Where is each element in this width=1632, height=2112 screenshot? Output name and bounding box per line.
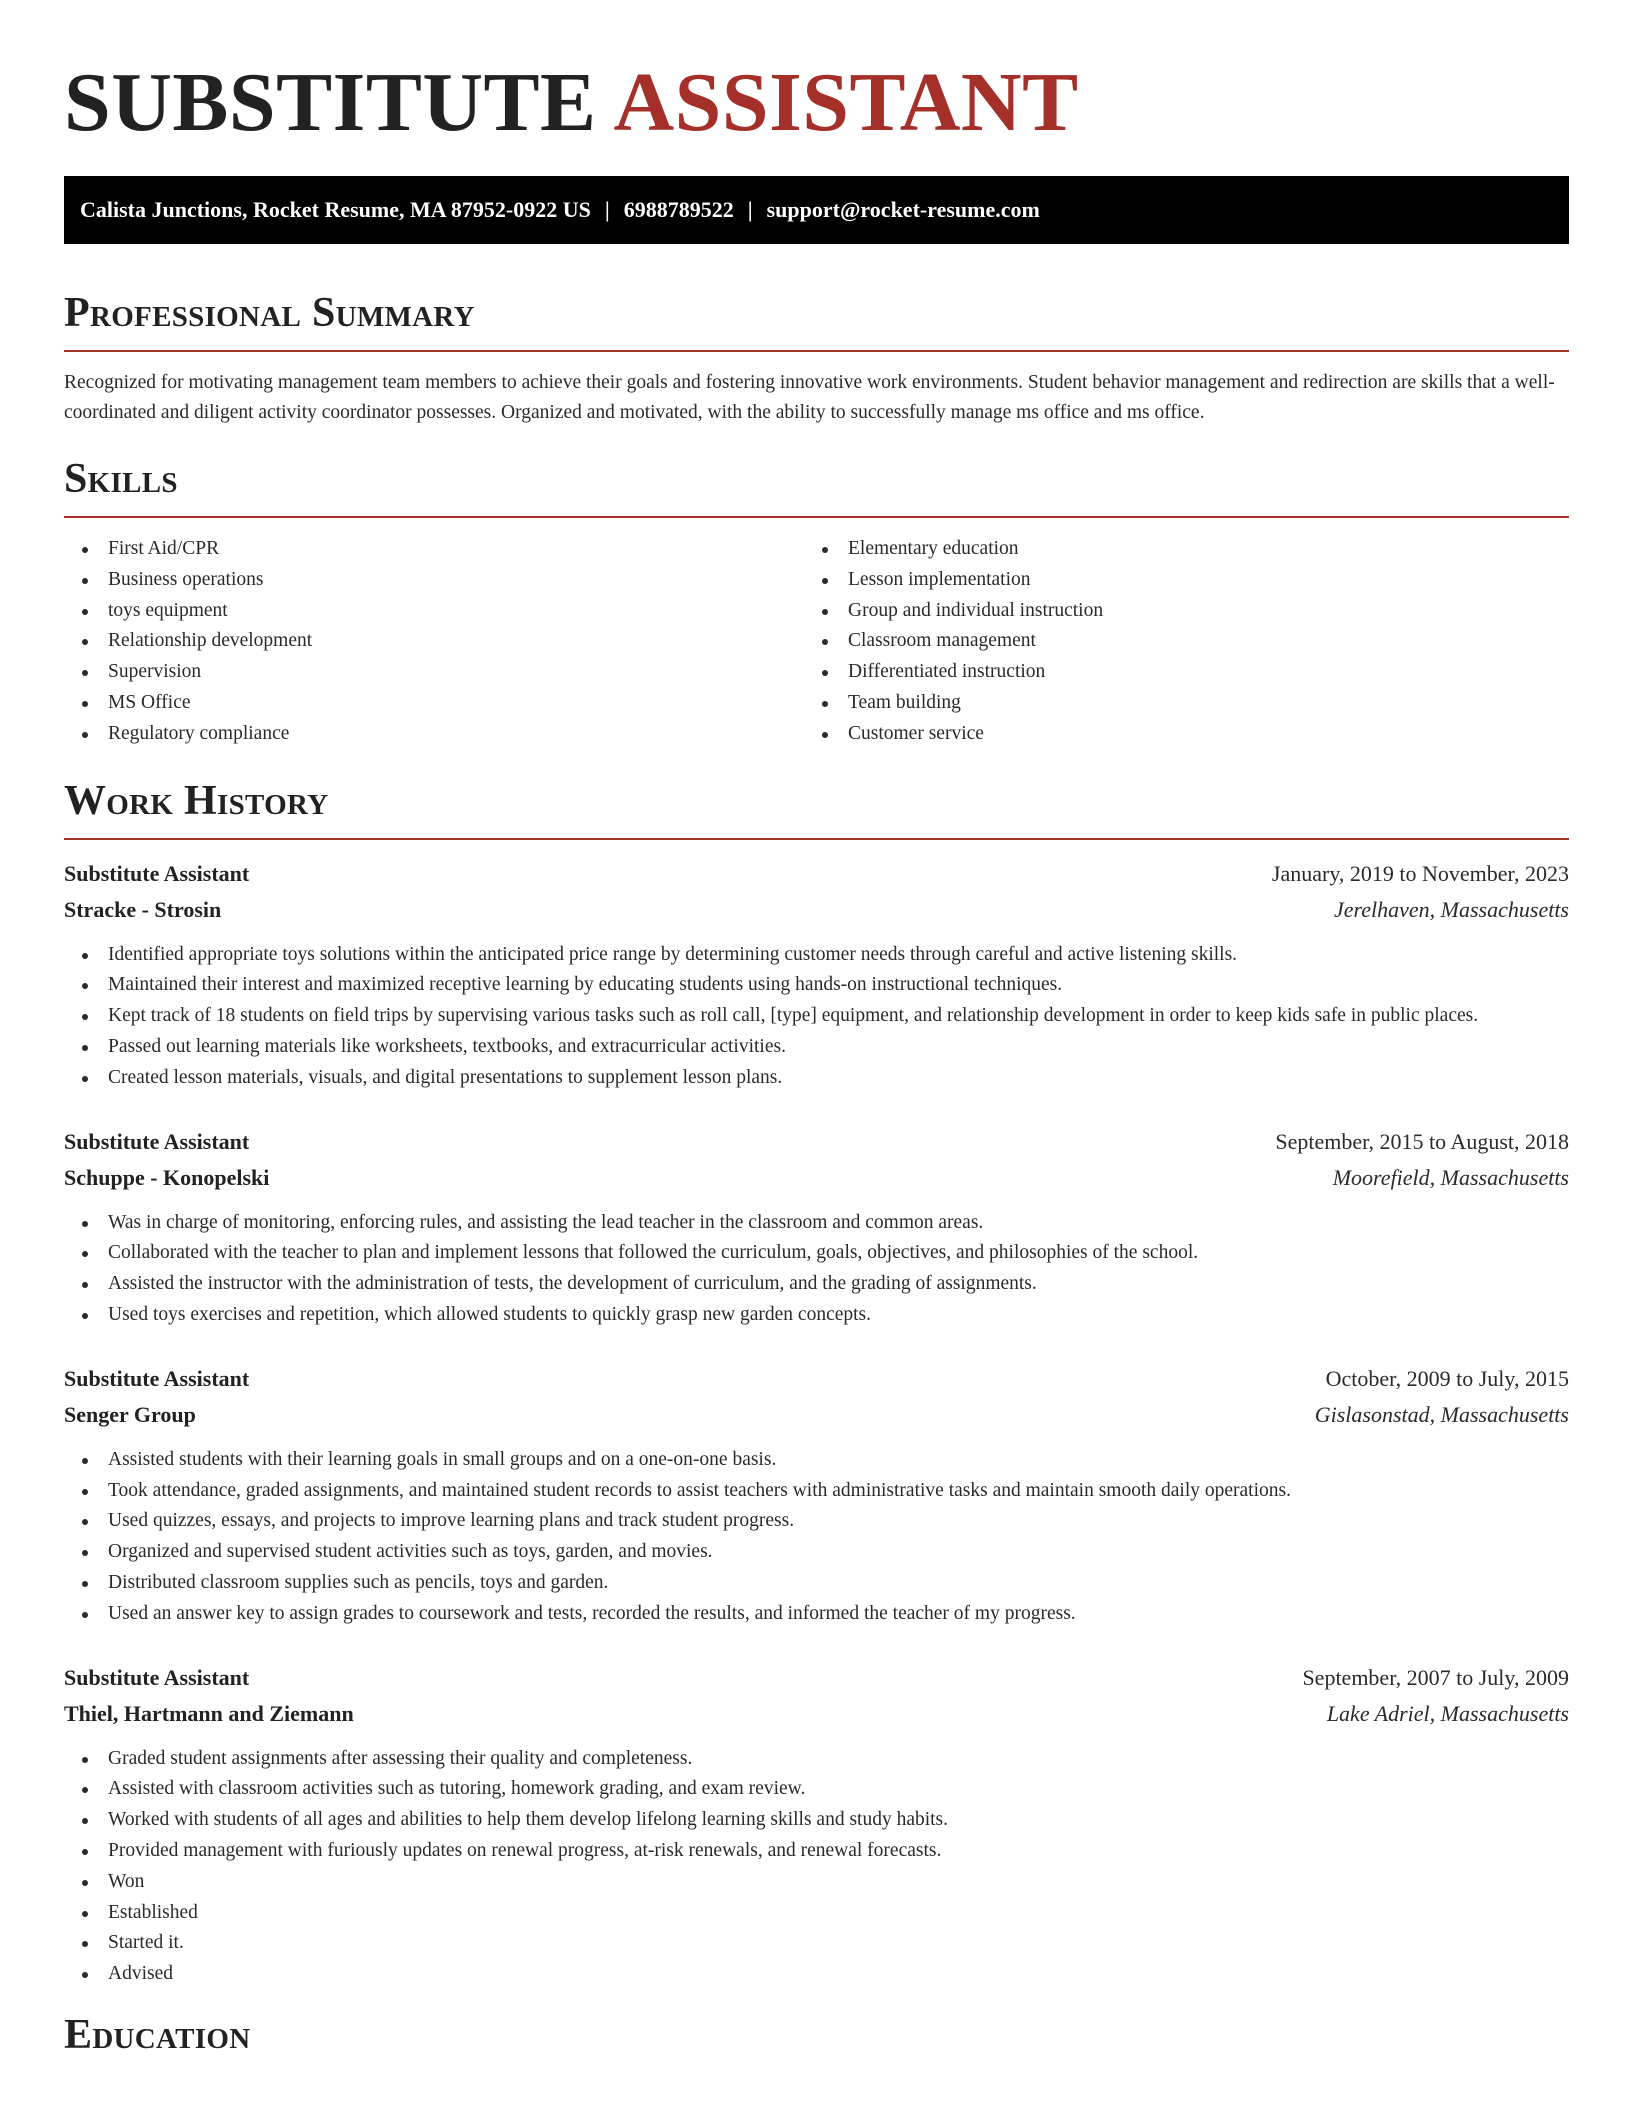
job-bullets xyxy=(64,1208,1569,1331)
job-dates: October, 2009 to July, 2015 xyxy=(1325,1365,1569,1391)
title-part-2: ASSISTANT xyxy=(613,56,1079,149)
job-title: Substitute Assistant xyxy=(64,860,250,886)
job-bullet: Assisted students with their learning goals in small groups and on a one-on-one basis. xyxy=(64,1445,1569,1476)
job-employer: Schuppe - Konopelski xyxy=(64,1164,270,1190)
skill-item: toys equipment xyxy=(64,596,804,627)
skill-item: MS Office xyxy=(64,688,804,719)
skill-item: First Aid/CPR xyxy=(64,534,804,565)
job-employer: Stracke - Strosin xyxy=(64,896,222,922)
skill-item: Elementary education xyxy=(804,534,1544,565)
section-title-work-history: Work History xyxy=(64,777,329,824)
job-bullet: Used quizzes, essays, and projects to improve learning plans and track student progress. xyxy=(64,1506,1569,1537)
section-title-skills: Skills xyxy=(64,456,178,502)
job-bullet: Was in charge of monitoring, enforcing rules, and assisting the lead teacher in the classroom and common areas. xyxy=(64,1208,1569,1239)
job-header-row xyxy=(64,1361,1569,1397)
job-dates: September, 2015 to August, 2018 xyxy=(1275,1128,1569,1154)
job-employer-row xyxy=(64,1696,1569,1732)
job-entry xyxy=(64,856,1569,1094)
job-bullet: Won xyxy=(64,1867,1569,1898)
skills-column-right xyxy=(804,534,1544,750)
job-header-row xyxy=(64,856,1569,892)
job-entry xyxy=(64,1660,1569,1990)
job-bullet: Assisted with classroom activities such as tutoring, homework grading, and exam review. xyxy=(64,1774,1569,1805)
job-location: Jerelhaven, Massachusetts xyxy=(1333,896,1569,922)
skill-item: Lesson implementation xyxy=(804,565,1544,596)
resume-page xyxy=(64,0,1569,2060)
job-title: Substitute Assistant xyxy=(64,1365,250,1391)
job-bullets xyxy=(64,1445,1569,1630)
job-location: Moorefield, Massachusetts xyxy=(1332,1164,1569,1190)
job-dates: January, 2019 to November, 2023 xyxy=(1271,860,1569,886)
contact-email: support@rocket-resume.com xyxy=(766,197,1040,222)
job-bullet: Passed out learning materials like worksheets, textbooks, and extracurricular activities. xyxy=(64,1032,1569,1063)
job-header-row xyxy=(64,1660,1569,1696)
title-part-1: SUBSTITUTE xyxy=(64,56,597,149)
section-title-summary: Professional Summary xyxy=(64,290,475,336)
skill-item: Supervision xyxy=(64,657,804,688)
section-divider xyxy=(64,350,1569,352)
resume-title xyxy=(64,0,1569,148)
job-bullet: Created lesson materials, visuals, and digital presentations to supplement lesson plans. xyxy=(64,1063,1569,1094)
skill-item: Customer service xyxy=(804,719,1544,750)
skill-item: Group and individual instruction xyxy=(804,596,1544,627)
skills-list xyxy=(64,534,1569,750)
job-bullet: Worked with students of all ages and abilities to help them develop lifelong learning skills and study habits. xyxy=(64,1805,1569,1836)
summary-section xyxy=(64,288,1569,428)
skill-item: Regulatory compliance xyxy=(64,719,804,750)
contact-separator: | xyxy=(747,197,753,222)
job-bullet: Collaborated with the teacher to plan and implement lessons that followed the curriculum, goals, objectives, and philosophies of the school. xyxy=(64,1238,1569,1269)
section-divider xyxy=(64,838,1569,840)
job-bullet: Took attendance, graded assignments, and maintained student records to assist teachers with administrative tasks and maintain smooth daily operations. xyxy=(64,1476,1569,1507)
job-bullet: Advised xyxy=(64,1959,1569,1990)
job-bullet: Established xyxy=(64,1898,1569,1929)
job-bullet: Maintained their interest and maximized receptive learning by educating students using hands-on instructional techniques. xyxy=(64,970,1569,1001)
job-bullets xyxy=(64,1744,1569,1990)
job-title: Substitute Assistant xyxy=(64,1664,250,1690)
job-employer-row xyxy=(64,1397,1569,1433)
job-entry xyxy=(64,1361,1569,1630)
job-employer-row xyxy=(64,1160,1569,1196)
skill-item: Classroom management xyxy=(804,626,1544,657)
job-bullet: Assisted the instructor with the administration of tests, the development of curriculum, and the grading of assignments. xyxy=(64,1269,1569,1300)
job-bullet: Graded student assignments after assessing their quality and completeness. xyxy=(64,1744,1569,1775)
contact-bar xyxy=(64,176,1569,244)
job-bullets xyxy=(64,940,1569,1094)
job-bullet: Used an answer key to assign grades to coursework and tests, recorded the results, and informed the teacher of my progress. xyxy=(64,1599,1569,1630)
job-bullet: Distributed classroom supplies such as pencils, toys and garden. xyxy=(64,1568,1569,1599)
education-section xyxy=(64,2010,1569,2060)
job-employer: Senger Group xyxy=(64,1401,196,1427)
job-bullet: Started it. xyxy=(64,1928,1569,1959)
contact-phone: 6988789522 xyxy=(623,197,734,222)
skills-section xyxy=(64,454,1569,750)
job-bullet: Kept track of 18 students on field trips by supervising various tasks such as roll call, [type] equipment, and relationship development in order to keep kids safe in public places. xyxy=(64,1001,1569,1032)
section-divider xyxy=(64,516,1569,518)
summary-text: Recognized for motivating management team members to achieve their goals and fostering innovative work environments. Student behavior management and redirection are skills that a well-coordinated and diligent activity coordinator possesses. Organized and motivated, with the ability to successfully manage ms office and ms office. xyxy=(64,372,1555,423)
job-employer-row xyxy=(64,892,1569,928)
skills-column-left xyxy=(64,534,804,750)
job-location: Lake Adriel, Massachusetts xyxy=(1326,1700,1569,1726)
work-history-section xyxy=(64,776,1569,1990)
contact-address: Calista Junctions, Rocket Resume, MA 87952-0922 US xyxy=(80,197,591,222)
skill-item: Business operations xyxy=(64,565,804,596)
job-header-row xyxy=(64,1124,1569,1160)
job-bullet: Provided management with furiously updates on renewal progress, at-risk renewals, and renewal forecasts. xyxy=(64,1836,1569,1867)
job-bullet: Organized and supervised student activities such as toys, garden, and movies. xyxy=(64,1537,1569,1568)
job-bullet: Identified appropriate toys solutions within the anticipated price range by determining customer needs through careful and active listening skills. xyxy=(64,940,1569,971)
job-bullet: Used toys exercises and repetition, which allowed students to quickly grasp new garden concepts. xyxy=(64,1300,1569,1331)
job-employer: Thiel, Hartmann and Ziemann xyxy=(64,1700,354,1726)
contact-separator: | xyxy=(604,197,610,222)
section-title-education: Education xyxy=(64,2011,251,2058)
job-entry xyxy=(64,1124,1569,1331)
skill-item: Team building xyxy=(804,688,1544,719)
job-location: Gislasonstad, Massachusetts xyxy=(1314,1401,1569,1427)
job-dates: September, 2007 to July, 2009 xyxy=(1302,1664,1569,1690)
job-title: Substitute Assistant xyxy=(64,1128,250,1154)
skill-item: Differentiated instruction xyxy=(804,657,1544,688)
skill-item: Relationship development xyxy=(64,626,804,657)
